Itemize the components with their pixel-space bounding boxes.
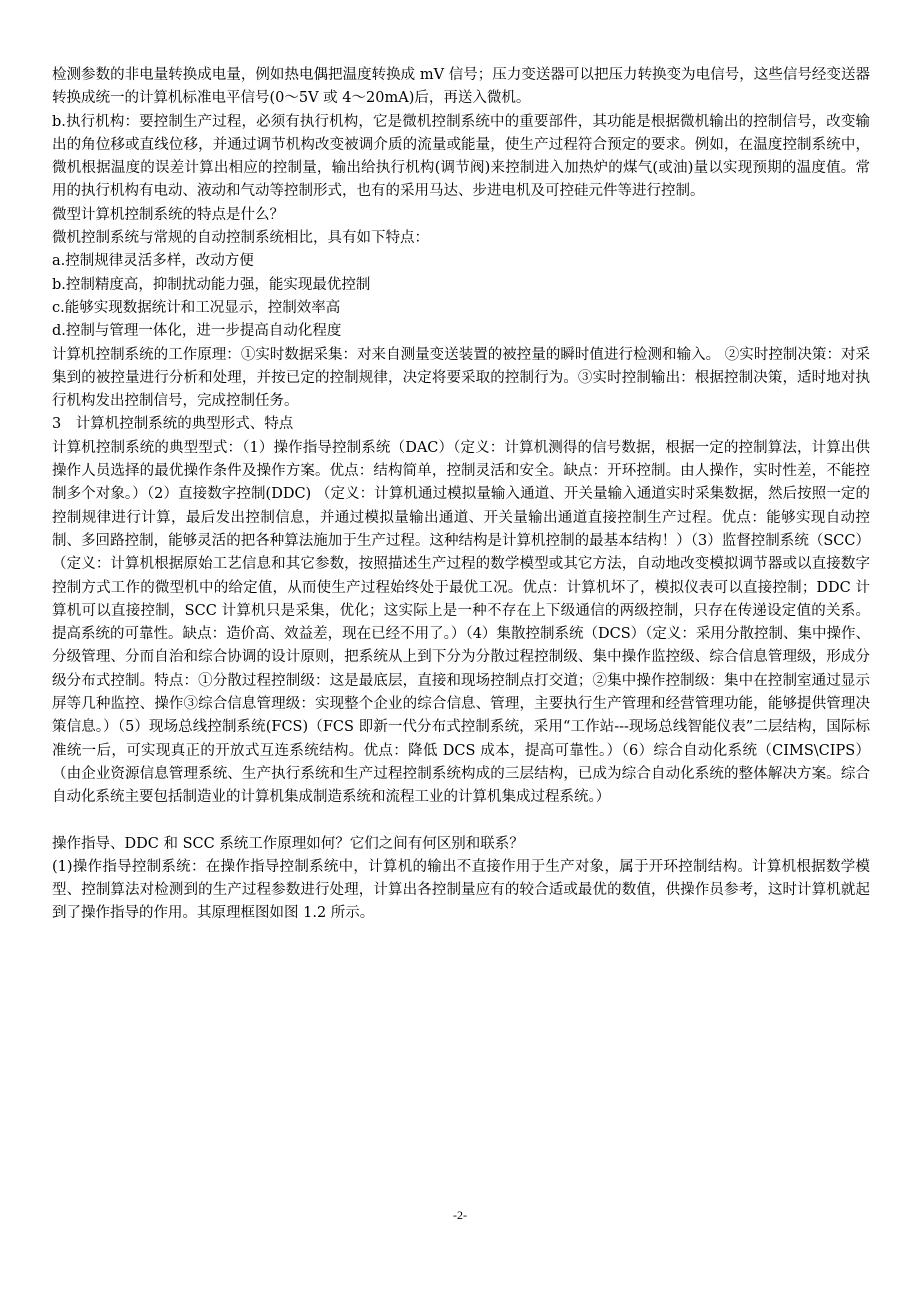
paragraph-working-principle: 计算机控制系统的工作原理：①实时数据采集：对来自测量变送装置的被控量的瞬时值进行检测和输入。 ②实时控制决策：对采集到的被控量进行分析和处理，并按已定的控制规律，决定将要采取的控制行为。③实时控制输出：根据控制决策，适时地对执行机构发出控制信号，完成控制任务。	[52, 346, 870, 410]
paragraph-operation-guidance: (1)操作指导控制系统：在操作指导控制系统中，计算机的输出不直接作用于生产对象，属于开环控制结构。计算机根据数学模型、控制算法对检测到的生产过程参数进行处理，计算出各控制量应有的较合适或最优的数值，供操作员参考，这时计算机就起到了操作指导的作用。其原理框图如图 1.2 所示。	[52, 858, 870, 922]
paragraph-typical-forms: 计算机控制系统的典型型式：（1）操作指导控制系统（DAC）（定义：计算机测得的信号数据，根据一定的控制算法，计算出供操作人员选择的最优操作条件及操作方案。优点：结构简单，控制灵活和安全。缺点：开环控制。由人操作，实时性差，不能控制多个对象。）（2）直接数字控制(DDC) （定义：计算机通过模拟量输入通道、开关量输入通道实时采集数据，然后按照一定的控制规律进行计算，最后发出控制信息，并通过模拟量输出通道、开关量输出通道直接控制生产过程。优点：能够实现自动控制、多回路控制，能够灵活的把各种算法施加于生产过程。这种结构是计算机控制的最基本结构！）（3）监督控制系统（SCC）（定义：计算机根据原始工艺信息和其它参数，按照描述生产过程的数学模型或其它方法，自动地改变模拟调节器或以直接数字控制方式工作的微型机中的给定值，从而使生产过程始终处于最优工况。优点：计算机坏了，模拟仪表可以直接控制；DDC 计算机可以直接控制，SCC 计算机只是采集，优化；这实际上是一种不存在上下级通信的两级控制，只存在传递设定值的关系。提高系统的可靠性。缺点：造价高、效益差，现在已经不用了。）（4）集散控制系统（DCS）（定义：采用分散控制、集中操作、分级管理、分而自治和综合协调的设计原则，把系统从上到下分为分散过程控制级、集中操作监控级、综合信息管理级，形成分级分布式控制。特点：①分散过程控制级：这是最底层，直接和现场控制点打交道；②集中操作控制级：集中在控制室通过显示屏等几种监控、操作③综合信息管理级：实现整个企业的综合信息、管理，主要执行生产管理和经营管理功能，能够提供管理决策信息。）（5）现场总线控制系统(FCS)（FCS 即新一代分布式控制系统，采用“工作站---现场总线智能仪表”二层结构，国际标准统一后，可实现真正的开放式互连系统结构。优点：降低 DCS 成本，提高可靠性。）（6）综合自动化系统（CIMS\CIPS）（由企业资源信息管理系统、生产执行系统和生产过程控制系统构成的三层结构，已成为综合自动化系统的整体解决方案。综合自动化系统主要包括制造业的计算机集成制造系统和流程工业的计算机集成过程系统。）	[52, 439, 870, 806]
document-body	[52, 64, 870, 926]
question-dac-ddc-scc: 操作指导、DDC 和 SCC 系统工作原理如何？它们之间有何区别和联系？	[52, 835, 524, 852]
feature-item-d: d.控制与管理一体化，进一步提高自动化程度	[52, 323, 342, 340]
paragraph-actuator: b.执行机构：要控制生产过程，必须有执行机构，它是微机控制系统中的重要部件，其功能是根据微机输出的控制信号，改变输出的角位移或直线位移，并通过调节机构改变被调介质的流量或能量，使生产过程符合预定的要求。例如，在温度控制系统中，微机根据温度的误差计算出相应的控制量，输出给执行机构(调节阀)来控制进入加热炉的煤气(或油)量以实现预期的温度值。常用的执行机构有电动、液动和气动等控制形式，也有的采用马达、步进电机及可控硅元件等进行控制。	[52, 113, 870, 200]
feature-item-a: a.控制规律灵活多样，改动方便	[52, 253, 254, 270]
feature-item-b: b.控制精度高，抑制扰动能力强，能实现最优控制	[52, 276, 371, 293]
paragraph-sensor-conversion: 检测参数的非电量转换成电量，例如热电偶把温度转换成 mV 信号；压力变送器可以把压力转换变为电信号，这些信号经变送器转换成统一的计算机标准电平信号(0～5V 或 4～20mA)后，再送入微机。	[52, 67, 870, 107]
feature-item-c: c.能够实现数据统计和工况显示，控制效率高	[52, 299, 341, 316]
page-number: -2-	[453, 1208, 467, 1222]
section-heading-3: 3 计算机控制系统的典型形式、特点	[52, 416, 294, 433]
question-features: 微型计算机控制系统的特点是什么？	[52, 206, 284, 223]
paragraph-features-intro: 微机控制系统与常规的自动控制系统相比，具有如下特点：	[52, 230, 429, 247]
